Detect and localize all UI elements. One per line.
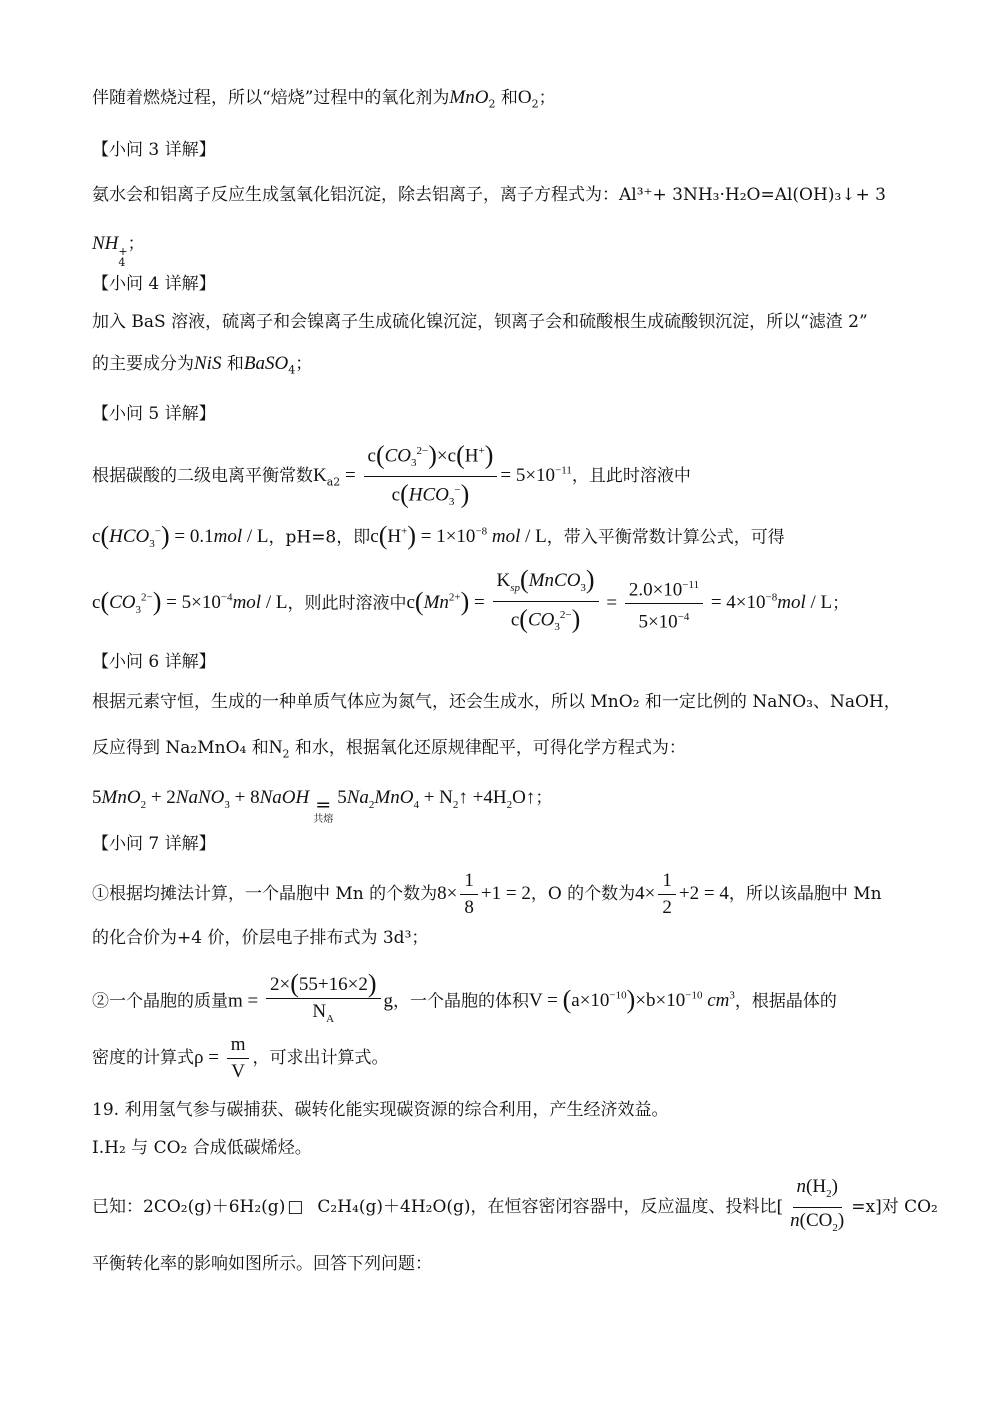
reaction-arrow: = 共熔 bbox=[313, 794, 334, 825]
text-line: 根据元素守恒，生成的一种单质气体应为氮气，还会生成水，所以 MnO₂ 和一定比例的 NaNO₃、NaOH， bbox=[92, 692, 901, 712]
formula-line: 根据碳酸的二级电离平衡常数$K_{a2}$ = $\frac{c(CO_3^{2-})\times c(H^+)}{c(HCO_3^-)}$ = $5\times 10^{-11}$，且此时溶液中 bbox=[92, 440, 691, 513]
text-line: 氨水会和铝离子反应生成氢氧化铝沉淀，除去铝离子，离子方程式为：Al³⁺+ 3NH₃·H₂O=Al(OH)₃↓+ 3 bbox=[92, 185, 886, 205]
section-heading-5: 【小问 5 详解】 bbox=[92, 404, 216, 424]
section-heading-7: 【小问 7 详解】 bbox=[92, 834, 216, 854]
formula-line: 密度的计算式ρ = $\frac{m}{V}$ ，可求出计算式。 bbox=[92, 1034, 389, 1082]
density-fraction: $\frac{m}{V}$ bbox=[227, 1034, 250, 1083]
text-line: 反应得到 Na₂MnO₄ 和$N_2$ 和水，根据氧化还原规律配平，可得化学方程式为： bbox=[92, 737, 686, 761]
text-line: 平衡转化率的影响如图所示。回答下列问题： bbox=[92, 1254, 432, 1274]
text-line: 加入 BaS 溶液，硫离子和会镍离子生成硫化镍沉淀，钡离子会和硫酸根生成硫酸钡沉淀，所以“滤渣 2” bbox=[92, 312, 868, 332]
mn-fraction: $\frac{K_{sp}(MnCO_3)}{c(CO_3^{2-})}$ bbox=[493, 569, 599, 638]
section-heading-4: 【小问 4 详解】 bbox=[92, 274, 216, 294]
equation-line: 5MnO$_2$ + 2NaNO$_3$ + 8NaOH = 共熔 $5Na_2MnO_4$ + $N_2↑$ $+4H_2O↑$； bbox=[92, 787, 553, 825]
question-19-part-i: I.H₂ 与 CO₂ 合成低碳烯烃。 bbox=[92, 1138, 312, 1158]
text-line: NH + 4 ； bbox=[92, 233, 145, 269]
section-heading-3: 【小问 3 详解】 bbox=[92, 140, 216, 160]
section-heading-6: 【小问 6 详解】 bbox=[92, 652, 216, 672]
formula-line: 已知：2CO₂(g)＋6H₂(g) □ C₂H₄(g)＋4H₂O(g)，在恒容密闭容器中，反应温度、投料比[ $\frac{n(H_2)}{n(CO_2)}$ =x]对 CO₂ bbox=[92, 1176, 938, 1239]
fraction-one-eighth: $\frac{1}{8}$ bbox=[460, 870, 478, 919]
feed-ratio-fraction: $\frac{n(H_2)}{n(CO_2)}$ bbox=[790, 1176, 845, 1234]
formula-line: ①根据均摊法计算，一个晶胞中 Mn 的个数为8× $\frac{1}{8}$ +1 = 2，O 的个数为4× $\frac{1}{2}$ +2 = 4，所以该晶胞中 Mn bbox=[92, 870, 882, 918]
text-line: 的化合价为+4 价，价层电子排布式为 3d³； bbox=[92, 928, 429, 948]
text-line: 的主要成分为NiS 和BaSO$_4$； bbox=[92, 353, 313, 377]
formula-line: $c(CO_3^{2-}) = 5\times 10^{-4}mol / L$，则此时溶液中$c(Mn^{2+})$ = $\frac{K_{sp}(MnCO_3)}{c(CO_3^{2-})}$ = $\frac{2.0\times 10^{-11}}{5\times 10^{-4}}$ = $4\times 10^{-8}mol / L$； bbox=[92, 568, 849, 640]
formula-line: $c(HCO_3^-) = 0.1mol / L$，pH=8，即$c(H^+) = 1\times 10^{-8}$ mol / L，带入平衡常数计算公式，可得 bbox=[92, 521, 785, 551]
formula-line: ②一个晶胞的质量m = $\frac{2\times(55+16\times 2)}{N_A}$ g，一个晶胞的体积$V = (a\times 10^{-10})\times b\times 10^{-10}$ $cm^3$，根据晶体的 bbox=[92, 968, 837, 1030]
text-line: 伴随着燃烧过程，所以“焙烧”过程中的氧化剂为MnO$_2$ 和$O_2$； bbox=[92, 87, 556, 111]
fraction-one-half: $\frac{1}{2}$ bbox=[658, 870, 676, 919]
ratio-fraction: $\frac{2.0\times 10^{-11}}{5\times 10^{-4}}$ bbox=[625, 574, 703, 634]
ka2-fraction: $\frac{c(CO_3^{2-})\times c(H^+)}{c(HCO_3^-)}$ bbox=[364, 440, 498, 513]
question-19: 19. 利用氢气参与碳捕获、碳转化能实现碳资源的综合利用，产生经济效益。 bbox=[92, 1100, 669, 1120]
mass-fraction: $\frac{2\times(55+16\times 2)}{N_A}$ bbox=[266, 973, 381, 1030]
